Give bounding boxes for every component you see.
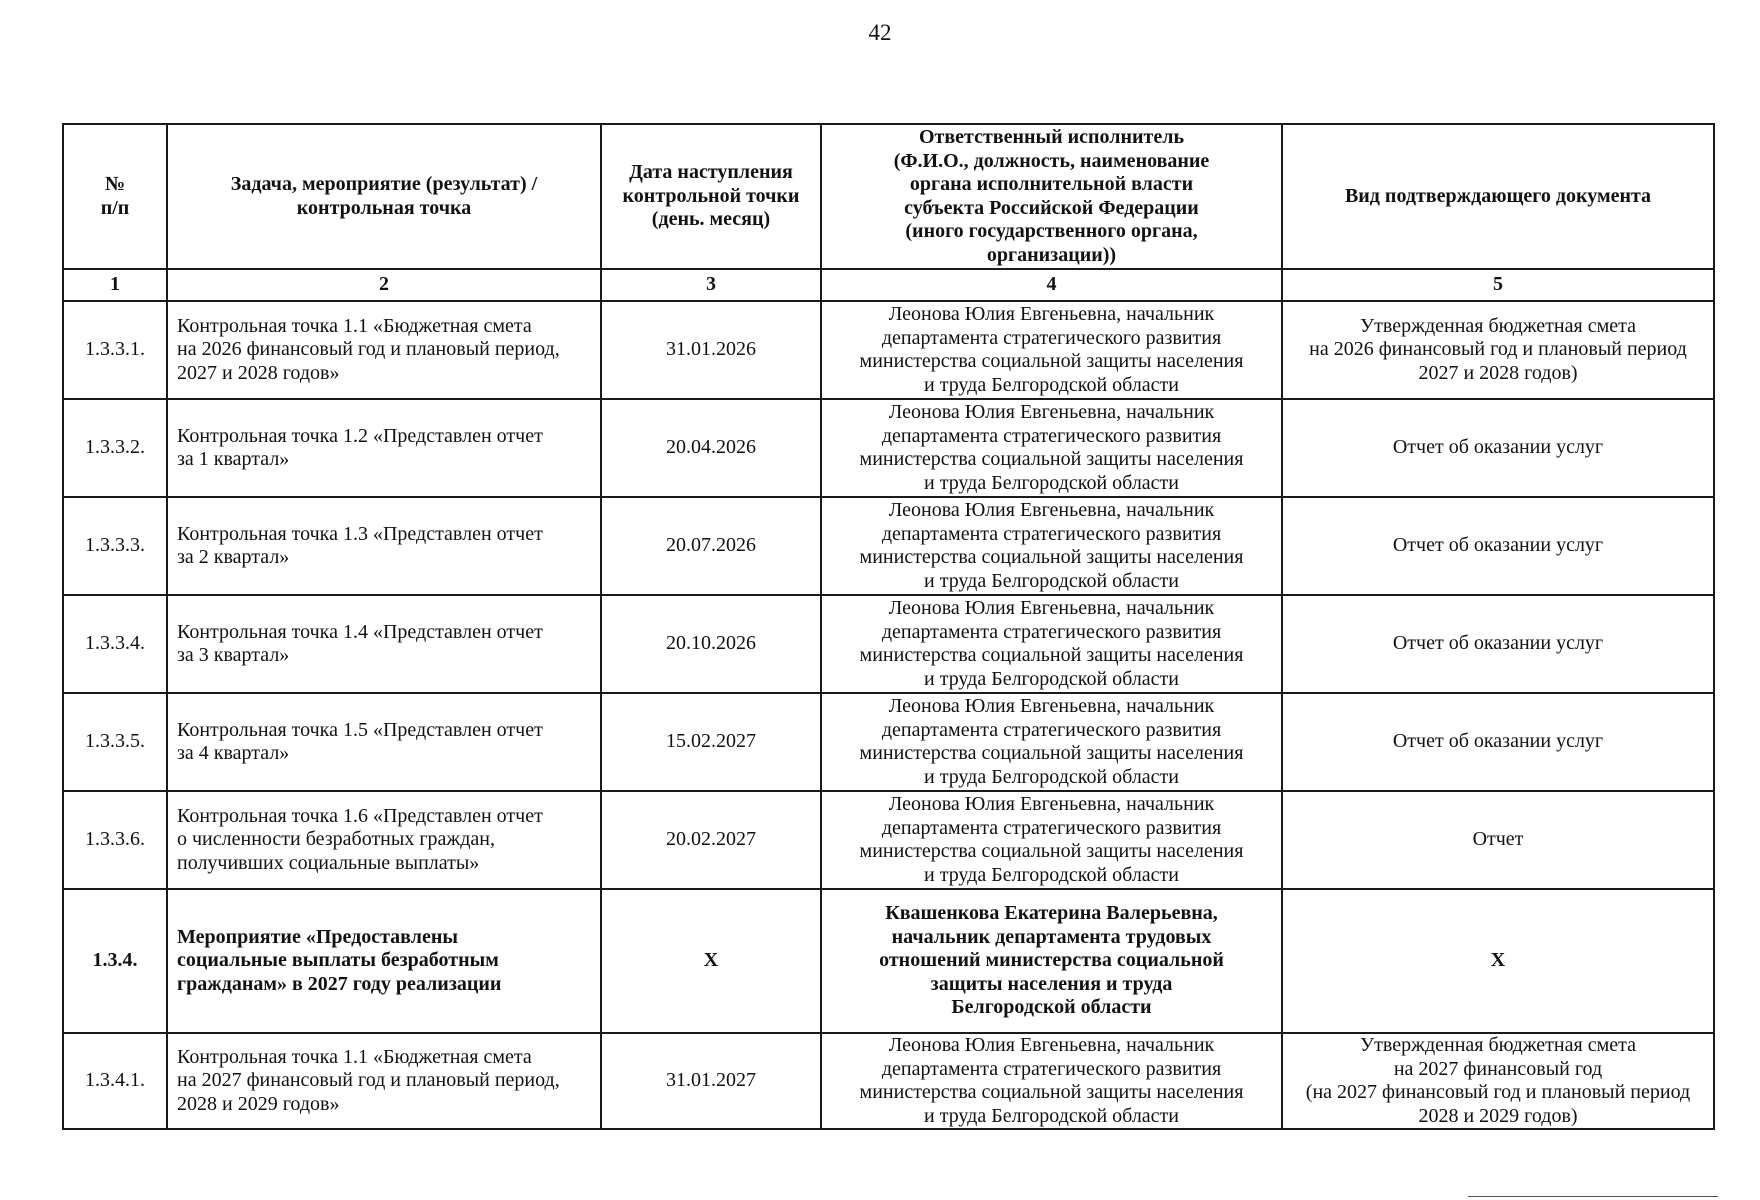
header-document: Вид подтверждающего документа [1282,124,1714,269]
row-date: Х [601,889,821,1033]
control-points-table [62,123,1715,1130]
column-number: 5 [1282,269,1714,301]
row-task: Мероприятие «Предоставлены социальные выплаты безработным гражданам» в 2027 году реализации [167,889,601,1033]
row-date: 31.01.2027 [601,1033,821,1129]
table-row [63,595,1714,693]
row-document: Отчет об оказании услуг [1282,693,1714,791]
row-document: Утвержденная бюджетная смета на 2026 финансовый год и плановый период 2027 и 2028 годов) [1282,301,1714,399]
row-date: 20.07.2026 [601,497,821,595]
column-numbers-row [63,269,1714,301]
row-responsible: Леонова Юлия Евгеньевна, начальник департамента стратегического развития министерства социальной защиты населения и труда Белгородской области [821,1033,1282,1129]
row-number: 1.3.3.5. [63,693,167,791]
table-row [63,1033,1714,1129]
row-document: Отчет об оказании услуг [1282,399,1714,497]
row-number: 1.3.4. [63,889,167,1033]
row-task: Контрольная точка 1.1 «Бюджетная смета на 2026 финансовый год и плановый период, 2027 и 2028 годов» [167,301,601,399]
header-responsible: Ответственный исполнитель (Ф.И.О., должность, наименование органа исполнительной власти субъекта Российской Федерации (иного государственного органа, организации)) [821,124,1282,269]
row-date: 31.01.2026 [601,301,821,399]
row-document: Х [1282,889,1714,1033]
footer-rule [1468,1196,1718,1197]
row-number: 1.3.4.1. [63,1033,167,1129]
row-task: Контрольная точка 1.4 «Представлен отчет за 3 квартал» [167,595,601,693]
row-task: Контрольная точка 1.5 «Представлен отчет за 4 квартал» [167,693,601,791]
row-responsible: Леонова Юлия Евгеньевна, начальник департамента стратегического развития министерства социальной защиты населения и труда Белгородской области [821,693,1282,791]
row-date: 20.10.2026 [601,595,821,693]
table-row-activity [63,889,1714,1033]
row-date: 20.04.2026 [601,399,821,497]
row-responsible: Леонова Юлия Евгеньевна, начальник департамента стратегического развития министерства социальной защиты населения и труда Белгородской области [821,399,1282,497]
column-number: 3 [601,269,821,301]
table-header-row [63,124,1714,269]
row-responsible: Леонова Юлия Евгеньевна, начальник департамента стратегического развития министерства социальной защиты населения и труда Белгородской области [821,791,1282,889]
row-date: 15.02.2027 [601,693,821,791]
row-responsible: Квашенкова Екатерина Валерьевна, начальник департамента трудовых отношений министерства социальной защиты населения и труда Белгородской области [821,889,1282,1033]
header-task: Задача, мероприятие (результат) / контрольная точка [167,124,601,269]
row-document: Отчет [1282,791,1714,889]
table-row [63,399,1714,497]
row-responsible: Леонова Юлия Евгеньевна, начальник департамента стратегического развития министерства социальной защиты населения и труда Белгородской области [821,497,1282,595]
page-number: 42 [868,20,892,45]
row-responsible: Леонова Юлия Евгеньевна, начальник департамента стратегического развития министерства социальной защиты населения и труда Белгородской области [821,301,1282,399]
row-document: Отчет об оказании услуг [1282,497,1714,595]
header-date: Дата наступления контрольной точки (день. месяц) [601,124,821,269]
column-number: 1 [63,269,167,301]
row-date: 20.02.2027 [601,791,821,889]
row-task: Контрольная точка 1.3 «Представлен отчет за 2 квартал» [167,497,601,595]
row-number: 1.3.3.4. [63,595,167,693]
row-document: Утвержденная бюджетная смета на 2027 финансовый год (на 2027 финансовый год и плановый период 2028 и 2029 годов) [1282,1033,1714,1129]
row-task: Контрольная точка 1.2 «Представлен отчет за 1 квартал» [167,399,601,497]
row-responsible: Леонова Юлия Евгеньевна, начальник департамента стратегического развития министерства социальной защиты населения и труда Белгородской области [821,595,1282,693]
row-number: 1.3.3.3. [63,497,167,595]
table-row [63,693,1714,791]
row-number: 1.3.3.6. [63,791,167,889]
column-number: 2 [167,269,601,301]
row-number: 1.3.3.2. [63,399,167,497]
table-row [63,301,1714,399]
row-document: Отчет об оказании услуг [1282,595,1714,693]
table-row [63,497,1714,595]
header-number: № п/п [63,124,167,269]
row-task: Контрольная точка 1.1 «Бюджетная смета на 2027 финансовый год и плановый период, 2028 и 2029 годов» [167,1033,601,1129]
row-task: Контрольная точка 1.6 «Представлен отчет о численности безработных граждан, получивших социальные выплаты» [167,791,601,889]
table-row [63,791,1714,889]
row-number: 1.3.3.1. [63,301,167,399]
column-number: 4 [821,269,1282,301]
